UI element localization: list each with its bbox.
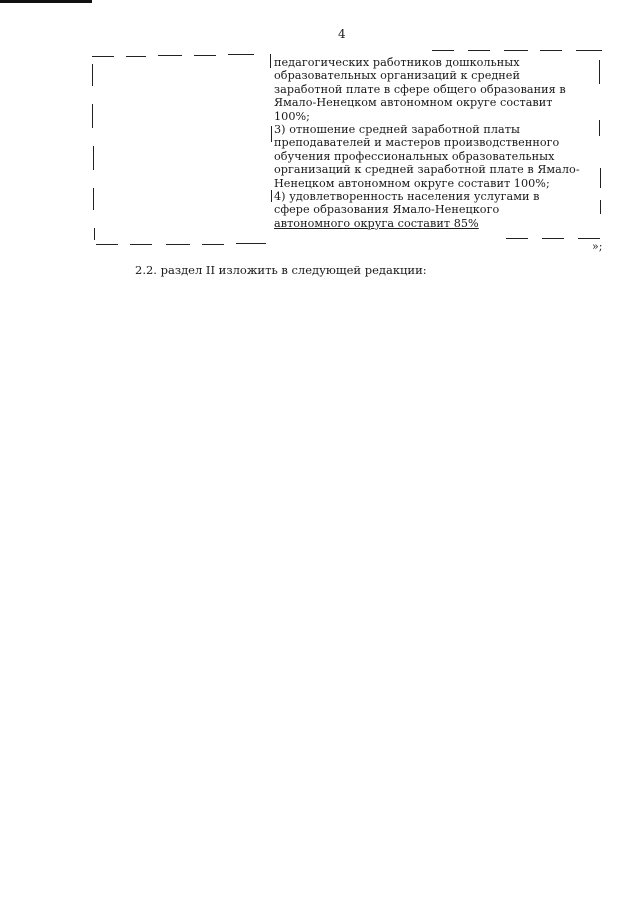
table-border-top	[228, 54, 254, 55]
table-border-bottom	[130, 244, 152, 245]
table-border-top-right	[576, 50, 602, 51]
table-border-left	[93, 146, 94, 170]
cell-line: Ненецком автономном округе составит 100%;	[274, 176, 550, 190]
cell-line: образовательных организаций к средней	[274, 69, 520, 83]
closing-quote: »;	[592, 240, 603, 253]
table-border-top	[468, 50, 490, 51]
table-border-top	[158, 55, 182, 56]
cell-line: автономного округа составит 85%	[274, 216, 479, 230]
table-column-divider	[271, 126, 272, 142]
table-border-top	[540, 50, 562, 51]
table-border-bottom	[542, 238, 564, 239]
cell-line: сфере образования Ямало-Ненецкого	[274, 203, 500, 217]
scan-top-mark	[0, 0, 92, 3]
table-border-left	[92, 104, 93, 128]
cell-line: 3) отношение средней заработной платы	[274, 123, 520, 137]
table-border-bottom-right	[578, 238, 600, 239]
cell-line: Ямало-Ненецком автономном округе составит	[274, 96, 553, 110]
paragraph-text: 2.2. раздел II изложить в следующей редакции:	[135, 263, 427, 277]
table-border-bottom-left	[96, 244, 118, 245]
table-cell-text	[274, 56, 604, 230]
cell-line: обучения профессиональных образовательных	[274, 149, 555, 163]
table-border-left	[93, 188, 94, 210]
table-border-top	[504, 50, 528, 51]
table-column-divider	[270, 54, 271, 68]
cell-line: организаций к средней заработной плате в Ямало-	[274, 163, 580, 177]
table-column-divider	[271, 190, 272, 202]
table-border-bottom	[506, 238, 528, 239]
table-fragment	[92, 50, 602, 245]
table-border-bottom	[236, 243, 266, 244]
table-border-left	[94, 228, 95, 240]
cell-line: 100%;	[274, 109, 311, 123]
table-border-left	[92, 64, 93, 86]
table-border-top-left	[92, 56, 114, 57]
page-number: 4	[338, 27, 346, 41]
cell-line: 4) удовлетворенность населения услугами в	[274, 190, 540, 204]
table-border-top	[126, 56, 146, 57]
table-border-bottom	[202, 244, 224, 245]
cell-line: преподавателей и мастеров производственного	[274, 136, 560, 150]
table-border-top	[432, 50, 454, 51]
cell-line: педагогических работников дошкольных	[274, 56, 520, 69]
table-border-bottom	[166, 244, 190, 245]
table-border-top	[194, 55, 216, 56]
cell-line: заработной плате в сфере общего образования в	[274, 82, 566, 96]
